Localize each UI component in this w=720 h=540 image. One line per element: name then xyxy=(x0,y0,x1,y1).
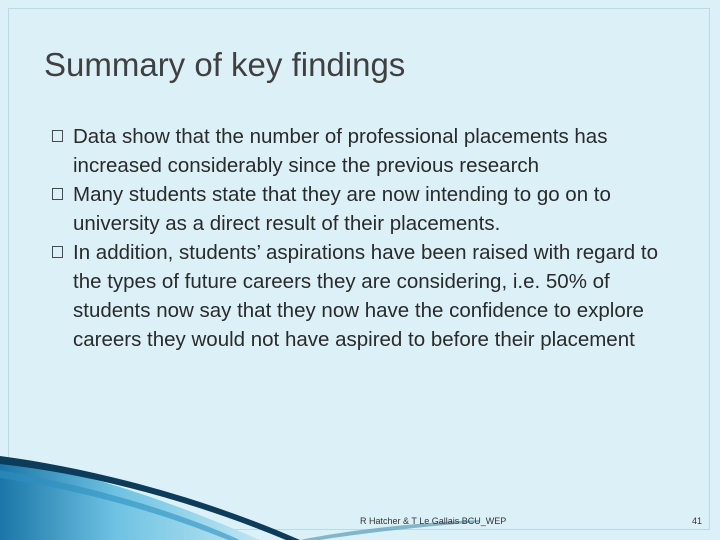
bullet-item xyxy=(52,238,692,354)
bullet-text: Data show that the number of professional placements has increased considerably since the previous research xyxy=(73,125,608,177)
slide-number: 41 xyxy=(691,516,702,526)
bullet-square-icon xyxy=(52,246,63,258)
bullet-list xyxy=(52,122,692,354)
bullet-square-icon xyxy=(52,130,63,142)
footer-credit: R Hatcher & T Le Gallais BCU_WEP xyxy=(360,516,507,526)
bullet-item xyxy=(52,180,692,238)
bullet-text: In addition, students’ aspirations have been raised with regard to the types of future careers they are considering, i.e. 50% of students now say that they now have the confidence to explore careers they would not have aspired to before their placement xyxy=(73,241,658,351)
bullet-item xyxy=(52,122,692,180)
slide-title: Summary of key findings xyxy=(44,46,406,83)
bullet-text: Many students state that they are now intending to go on to university as a direct result of their placements. xyxy=(73,183,611,235)
bullet-square-icon xyxy=(52,188,63,200)
